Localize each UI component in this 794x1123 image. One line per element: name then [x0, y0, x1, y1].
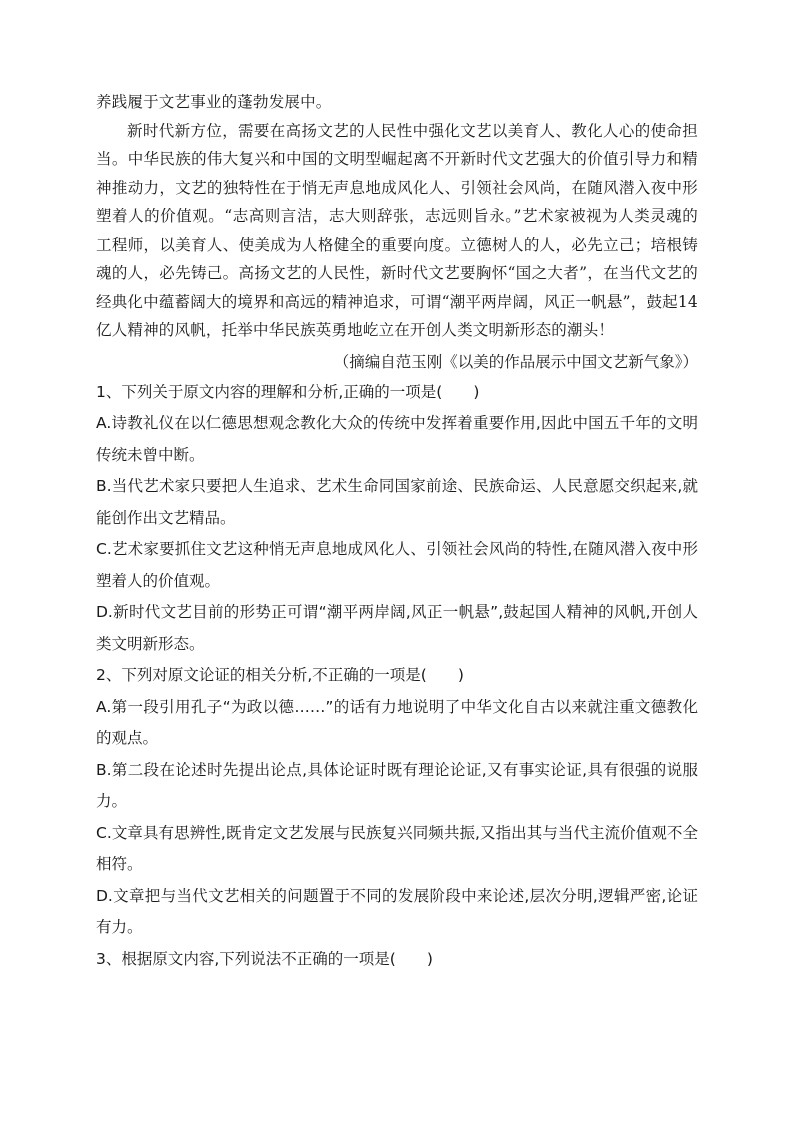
option-b: B.当代艺术家只要把人生追求、艺术生命同国家前途、民族命运、人民意愿交织起来,就能创作出文艺精品。 [96, 477, 698, 527]
option-d: D.文章把与当代文艺相关的问题置于不同的发展阶段中来论述,层次分明,逻辑严密,论证有力。 [96, 886, 698, 936]
question-list [96, 377, 698, 976]
option-a: A.诗教礼仪在以仁德思想观念教化大众的传统中发挥着重要作用,因此中国五千年的文明传统未曾中断。 [96, 414, 698, 464]
option-b: B.第二段在论述时先提出论点,具体论证时既有理论论证,又有事实论证,具有很强的说服力。 [96, 760, 698, 810]
option-a: A.第一段引用孔子“为政以德……”的话有力地说明了中华文化自古以来就注重文德教化的观点。 [96, 697, 698, 747]
option-d: D.新时代文艺目前的形势正可谓“潮平两岸阔,风正一帆悬”,鼓起国人精神的风帆,开创人类文明新形态。 [96, 603, 698, 653]
question-1 [96, 377, 698, 661]
reading-passage [96, 88, 698, 345]
passage-continuation: 养践履于文艺事业的蓬勃发展中。 [96, 93, 332, 111]
question-stem: 1、下列关于原文内容的理解和分析,正确的一项是( ) [96, 382, 480, 401]
option-c: C.文章具有思辨性,既肯定文艺发展与民族复兴同频共振,又指出其与当代主流价值观不全相符。 [96, 823, 698, 873]
passage-paragraph: 新时代新方位，需要在高扬文艺的人民性中强化文艺以美育人、教化人心的使命担当。中华民族的伟大复兴和中国的文明型崛起离不开新时代文艺强大的价值引导力和精神推动力，文艺的独特性在于悄无声息地成风化人、引领社会风尚，在随风潜入夜中形塑着人的价值观。“志高则言洁，志大则辞张，志远则旨永。”艺术家被视为人类灵魂的工程师，以美育人、使美成为人格健全的重要向度。立德树人的人，必先立己；培根铸魂的人，必先铸己。高扬文艺的人民性，新时代文艺要胸怀“国之大者”，在当代文艺的经典化中蕴蓄阔大的境界和高远的精神追求，可谓“潮平两岸阔，风正一帆悬”，鼓起14亿人精神的风帆，托举中华民族英勇地屹立在开创人类文明新形态的潮头！ [96, 121, 698, 339]
passage-source: （摘编自范玉刚《以美的作品展示中国文艺新气象》） [333, 352, 698, 371]
question-2 [96, 660, 698, 944]
question-3 [96, 944, 698, 976]
question-stem: 3、根据原文内容,下列说法不正确的一项是( ) [96, 949, 433, 968]
question-stem: 2、下列对原文论证的相关分析,不正确的一项是( ) [96, 666, 464, 684]
document-page [96, 88, 698, 975]
option-c: C.艺术家要抓住文艺这种悄无声息地成风化人、引领社会风尚的特性,在随风潜入夜中形塑着人的价值观。 [96, 540, 698, 590]
